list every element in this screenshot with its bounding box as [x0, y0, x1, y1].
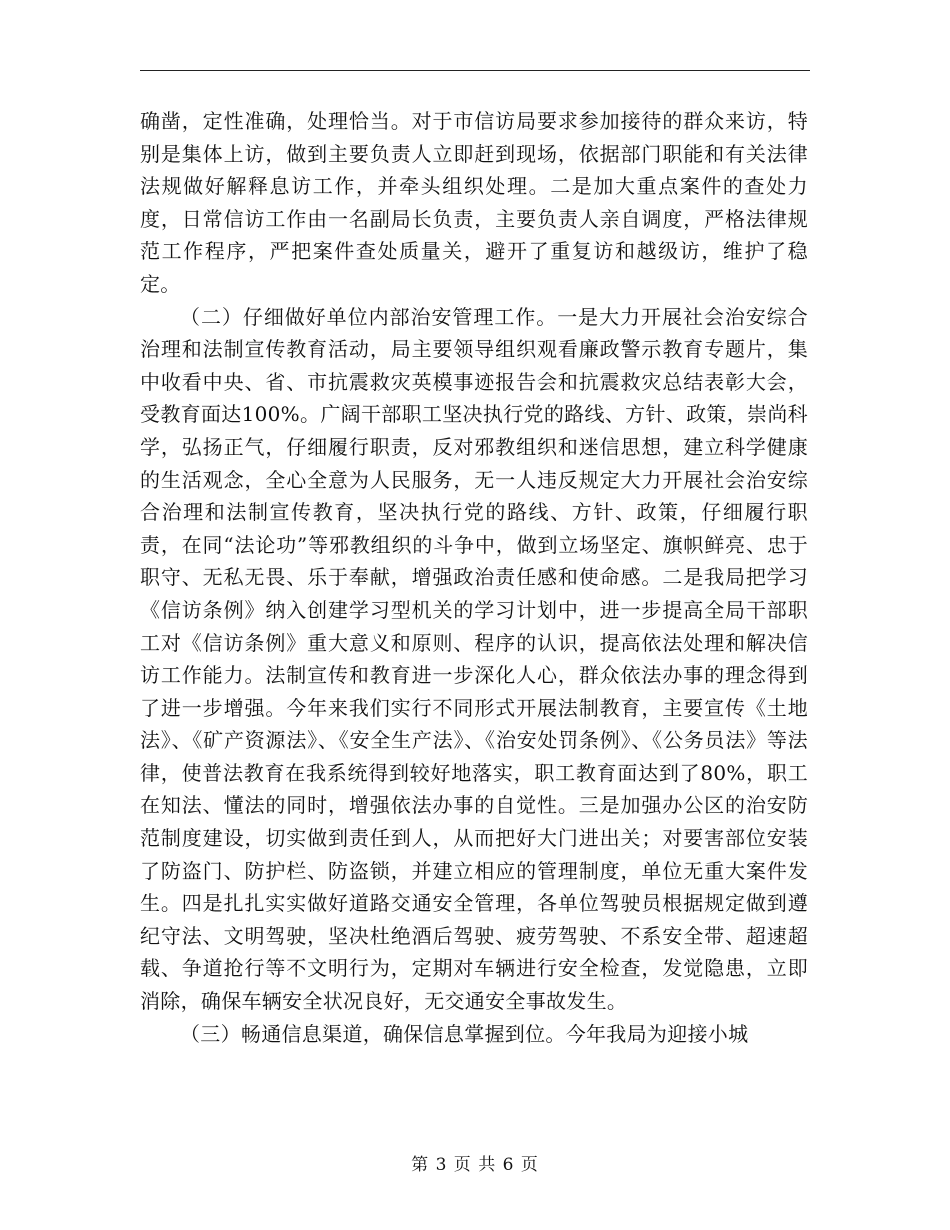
- page-number: 第 3 页 共 6 页: [411, 1155, 539, 1175]
- paragraph-3: （三）畅通信息渠道，确保信息掌握到位。今年我局为迎接小城: [180, 1021, 749, 1046]
- paragraph-2: （二）仔细做好单位内部治安管理工作。一是大力开展社会治安综合治理和法制宣传教育活动，局主要领导组织观看廉政警示教育专题片，集中收看中央、省、市抗震救灾英模事迹报告会和抗震救灾总结表彰大会，受教育面达100%。广阔干部职工坚决执行党的路线、方针、政策，崇尚科学，弘扬正气，仔细履行职责，反对邪教组织和迷信思想，建立科学健康的生活观念，全心全意为人民服务，无一人违反规定大力开展社会治安综合治理和法制宣传教育，坚决执行党的路线、方针、政策，仔细履行职责，在同“法论功”等邪教组织的斗争中，做到立场坚定、旗帜鲜亮、忠于职守、无私无畏、乐于奉献，增强政治责任感和使命感。二是我局把学习《信访条例》纳入创建学习型机关的学习计划中，进一步提高全局干部职工对《信访条例》重大意义和原则、程序的认识，提高依法处理和解决信访工作能力。法制宣传和教育进一步深化人心，群众依法办事的理念得到了进一步增强。今年来我们实行不同形式开展法制教育，主要宣传《土地法》、《矿产资源法》、《安全生产法》、《治安处罚条例》、《公务员法》等法律，使普法教育在我系统得到较好地落实，职工教育面达到了80%，职工在知法、懂法的同时，增强依法办事的自觉性。三是加强办公区的治安防范制度建设，切实做到责任到人，从而把好大门进出关；对要害部位安装了防盗门、防护栏、防盗锁，并建立相应的管理制度，单位无重大案件发生。四是扎扎实实做好道路交通安全管理，各单位驾驶员根据规定做到遵纪守法、文明驾驶，坚决杜绝酒后驾驶、疲劳驾驶、不系安全带、超速超载、争道抢行等不文明行为，定期对车辆进行安全检查，发觉隐患，立即消除，确保车辆安全状况良好，无交通安全事故发生。: [140, 304, 808, 1014]
- document-body: [140, 105, 808, 1050]
- header-rule: [140, 70, 810, 71]
- paragraph-1: 确凿，定性准确，处理恰当。对于市信访局要求参加接待的群众来访，特别是集体上访，做到主要负责人立即赶到现场，依据部门职能和有关法律法规做好解释息访工作，并牵头组织处理。二是加大重点案件的查处力度，日常信访工作由一名副局长负责，主要负责人亲自调度，严格法律规范工作程序，严把案件查处质量关，避开了重复访和越级访，维护了稳定。: [140, 109, 808, 296]
- page-footer: [0, 1150, 950, 1175]
